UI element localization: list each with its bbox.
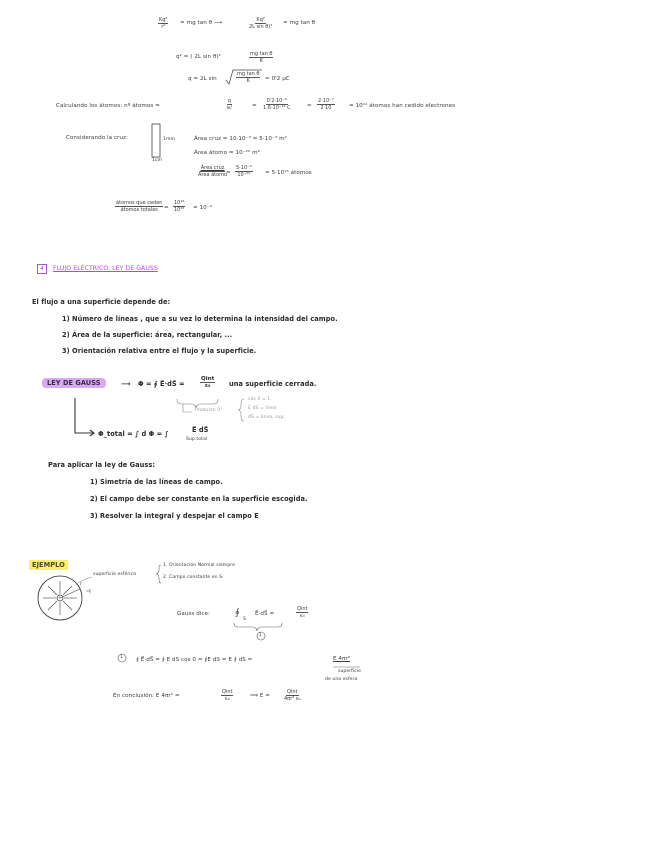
flux-intro: El flujo a una superficie depende de: <box>32 298 171 306</box>
gauss-law-frac <box>200 376 215 389</box>
gauss-says-den: ε₀ <box>299 613 305 619</box>
line3-root-num: mg tan θ <box>237 71 260 77</box>
cross-ratio-eq: = <box>226 170 231 176</box>
atoms-fraction-den: átomos totales <box>120 207 158 213</box>
conclusion-label: En conclusión: E 4πr² = <box>113 693 180 699</box>
conclusion-arrow: ⟹ E = <box>250 693 271 699</box>
atoms-fraction-values-num: 10¹² <box>174 200 185 206</box>
calc-frac2-num: 0'2·10⁻⁶ <box>266 98 287 104</box>
calc-label: Calculando los átomos: nº átomos = <box>56 103 160 109</box>
calc-frac2-den: 1,6·10⁻¹⁹ C <box>263 105 291 111</box>
conclusion-2-den: 4πr² ε₀ <box>284 696 301 702</box>
circle-one-label: 1 <box>259 633 262 638</box>
atoms-fraction-eq: = <box>164 205 169 211</box>
gauss-law-tail: una superficie cerrada. <box>229 380 317 388</box>
calc-eq2: = <box>252 103 257 109</box>
cross-ratio <box>197 165 228 178</box>
cross-bottom-label: 1cm <box>152 158 163 163</box>
cross-ratio-frac-den: 10⁻²⁰ <box>237 172 251 178</box>
section-number: 4 <box>37 264 47 274</box>
apply-item-2: 2) El campo debe ser constante en la superficie escogida. <box>90 495 308 503</box>
calc-rhs: = 10¹² átomos han cedido electrones <box>349 103 456 109</box>
gauss-law-equation: Φ = ∮ E⃗·dS⃗ = <box>138 380 185 388</box>
line3-lhs: q = 2L sin <box>188 76 217 82</box>
cross-area-line: Área cruz = 10·10⁻³ = 5·10⁻⁵ m² <box>194 136 287 142</box>
cross-label: Considerando la cruz: <box>66 135 128 141</box>
cross-rectangle <box>152 124 160 157</box>
line2-lhs: q² = ( 2L sin θ)² <box>176 54 221 60</box>
conclusion-den: ε₀ <box>224 696 230 702</box>
step-rhs: E 4πr² <box>333 656 351 662</box>
line3-root-den: K <box>246 78 250 84</box>
cross-ratio-rhs: = 5·10¹⁵ átomos <box>265 170 312 176</box>
line2-frac <box>249 51 273 64</box>
atoms-fraction-values <box>173 200 185 213</box>
note-connector <box>183 404 192 412</box>
example-cond-2: 2. Campo constante en S. <box>163 575 224 580</box>
gauss-law-arrow: ⟶ <box>121 380 131 388</box>
gauss-note-label: Producto 0° <box>195 408 223 413</box>
line1-mid: = mg tan θ ⟶ <box>180 20 223 26</box>
step-one-label: 1 <box>120 655 123 660</box>
line3-rhs: ≈ 0'2 μC <box>265 76 290 82</box>
cross-ratio-den: Área átomo <box>198 172 228 178</box>
cross-ratio-frac <box>235 165 253 178</box>
gauss-note-3: dS = línea, sup. <box>248 415 286 420</box>
radius-line <box>60 589 80 598</box>
conclusion-frac <box>221 689 233 702</box>
gauss-note-1: cos 0 = 1 <box>248 397 271 402</box>
line2-frac-num: mg tan θ <box>250 51 273 57</box>
calc-frac3 <box>317 98 335 111</box>
flux-item-1: 1) Número de líneas , que a su vez lo determina la intensidad del campo. <box>62 315 338 323</box>
example-label: EJEMPLO <box>29 560 68 570</box>
flux-item-3: 3) Orientación relativa entre el flujo y la superficie. <box>62 347 257 355</box>
total-flux-sub: Sup.total <box>186 437 208 442</box>
radius-label: r <box>80 582 82 587</box>
line1-lhs-den: r² <box>161 24 166 30</box>
notes-brace <box>238 399 244 421</box>
cross-side-label: 1mm <box>163 137 176 142</box>
line1-lhs-frac <box>158 17 168 30</box>
line1-frac-num: Kq² <box>256 17 265 23</box>
atoms-fraction-values-den: 10¹⁵ <box>174 207 185 213</box>
gauss-law-frac-num: Qint <box>201 376 215 382</box>
conditions-brace <box>156 565 161 583</box>
atoms-fraction-rhs: = 10⁻³ <box>193 205 213 211</box>
line1-lhs: Kq² <box>159 17 168 23</box>
flux-item-2: 2) Área de la superficie: área, rectangular, ... <box>62 331 233 339</box>
conclusion-num: Qint <box>222 689 233 695</box>
apply-item-1: 1) Simetría de las líneas de campo. <box>90 478 223 486</box>
step-equation: ∮ E⃗·dS⃗ = ∮ E dS cos 0 = ∮E dS = E ∮ dS = <box>136 657 253 663</box>
arrow-line <box>75 398 93 433</box>
conclusion-frac-2 <box>283 689 302 702</box>
charge-label: + <box>58 595 62 600</box>
line2-frac-den: K <box>259 58 263 64</box>
example-cond-1: 1. Orientación Normal siempre <box>163 563 235 568</box>
calc-frac1 <box>226 98 233 111</box>
cross-atom-line: Área átomo = 10⁻²⁰ m² <box>194 150 260 156</box>
calc-eq3: ≈ <box>307 103 312 109</box>
total-flux: Φ_total = ∫ d Φ = ∫ <box>98 430 169 438</box>
sphere-label: superficie esférica <box>93 572 137 577</box>
conclusion-2-num: Qint <box>287 689 298 695</box>
gauss-underbrace <box>234 623 282 631</box>
calc-frac1-num: q <box>227 98 231 104</box>
calc-frac3-den: 2·10 <box>320 105 332 111</box>
total-flux-tail: E⃗ dS⃗ <box>192 426 209 434</box>
section-title: FLUJO ELÉCTRICO. LEY DE GAUSS <box>53 265 158 272</box>
apply-intro: Para aplicar la ley de Gauss: <box>48 461 156 469</box>
gauss-says-integral: ∮ <box>235 608 240 618</box>
calc-frac1-den: e/ <box>227 105 232 111</box>
gauss-says-num: Qint <box>297 606 308 612</box>
gauss-says-int: E⃗·dS⃗ = <box>255 611 275 617</box>
cross-ratio-num: Área cruz <box>200 165 225 171</box>
line1-frac-den: 2L sin θ)² <box>249 24 273 30</box>
cross-ratio-frac-num: 5·10⁻⁵ <box>236 165 252 171</box>
gauss-note-2: E dS = línea <box>248 406 277 411</box>
gauss-says-label: Gauss dice: <box>177 611 210 617</box>
line3-root-frac <box>236 71 260 84</box>
line1-frac <box>248 17 273 30</box>
step-note-2: de una esfera <box>325 677 358 682</box>
calc-frac3-num: 2·10⁻⁷ <box>318 98 334 104</box>
gauss-says-frac <box>296 606 308 619</box>
step-note-1: superficie <box>338 669 361 674</box>
gauss-law-label: LEY DE GAUSS <box>42 378 106 388</box>
calc-frac2 <box>262 98 292 111</box>
gauss-says-sub: S <box>243 617 246 622</box>
atoms-fraction-num: átomos que ceden <box>116 200 163 206</box>
ds-vector <box>86 589 90 593</box>
apply-item-3: 3) Resolver la integral y despejar el campo E <box>90 512 259 520</box>
gauss-law-frac-den: ε₀ <box>204 383 211 389</box>
atoms-fraction <box>115 200 163 213</box>
line1-rhs: = mg tan θ <box>283 20 316 26</box>
